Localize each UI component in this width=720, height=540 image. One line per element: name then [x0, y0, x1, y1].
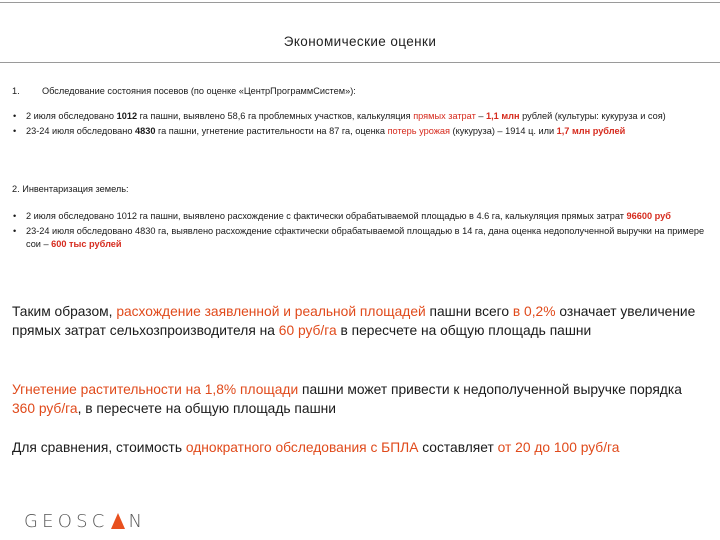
text-run: 360 руб/га	[12, 401, 78, 416]
text-run: 2 июля обследовано 1012 га пашни, выявлено расхождение с фактически обрабатываемой площадью в 4.6 га, калькуляция прямых затрат	[26, 211, 627, 221]
text-run: га пашни, угнетение растительности на 87 га, оценка	[155, 125, 388, 136]
text-run: га пашни, выявлено 58,6 га проблемных участков, калькуляция	[137, 111, 414, 121]
text-run: 23-24 июля обследовано	[26, 125, 135, 136]
text-run: пашни может привести к недополученной выручке порядка	[298, 382, 682, 397]
text-run: составляет	[418, 440, 498, 455]
text-run: от 20 до 100 руб/га	[497, 440, 620, 455]
top-rule	[0, 2, 720, 3]
conclusion-paragraph	[12, 380, 702, 418]
geoscan-logo	[24, 510, 146, 532]
conclusion-paragraph	[12, 302, 702, 340]
bullet-text	[26, 111, 666, 121]
text-run: , в пересчете на общую площадь пашни	[77, 401, 336, 416]
text-run: 600 тыс рублей	[51, 239, 122, 249]
text-run: 4830	[134, 125, 156, 136]
section1-bullets	[12, 110, 707, 139]
text-run: рублей (культуры: кукуруза и соя)	[519, 111, 666, 121]
text-run: 60 руб/га	[278, 323, 337, 338]
text-run: 1,7 млн рублей	[556, 125, 626, 136]
section1-number: 1.	[12, 86, 20, 96]
conclusion-paragraph	[12, 438, 702, 457]
section2-heading: 2. Инвентаризация земель:	[12, 184, 129, 194]
text-run: 1,1 млн	[486, 111, 520, 121]
bullet-icon: •	[13, 125, 17, 136]
text-run: потерь урожая	[387, 125, 450, 136]
bullet-text	[26, 226, 704, 250]
text-run: однократного обследования с БПЛА	[185, 440, 419, 455]
text-run: 1012	[116, 111, 138, 121]
page-title: Экономические оценки	[283, 34, 437, 49]
text-run: Для сравнения, стоимость	[12, 440, 186, 455]
bullet-text	[26, 126, 625, 136]
list-item	[12, 225, 707, 252]
title-divider	[0, 62, 720, 63]
section2-bullets	[12, 210, 707, 253]
text-run: в 0,2%	[512, 304, 556, 319]
bullet-icon: •	[13, 111, 17, 121]
text-run: Таким образом,	[12, 304, 117, 319]
text-run: пашни всего	[425, 304, 513, 319]
text-run: прямых затрат	[413, 111, 476, 121]
section1-heading-text: Обследование состояния посевов (по оценке «ЦентрПрограммСистем»):	[42, 86, 356, 96]
list-item	[12, 110, 707, 124]
text-run: 2 июля обследовано	[26, 111, 117, 121]
text-run: расхождение заявленной и реальной площадей	[116, 304, 426, 319]
logo-triangle-icon	[110, 512, 126, 530]
text-run: 96600 руб	[626, 211, 671, 221]
text-run: 23-24 июля обследовано 4830 га, выявлено расхождение сфактически обрабатываемой площадью в 14 га, дана оценка недополученной выручки на примере сои –	[26, 225, 705, 249]
text-run: –	[475, 111, 486, 121]
bullet-icon: •	[13, 225, 17, 236]
bullet-icon: •	[13, 211, 17, 221]
logo-letters-2: N	[128, 510, 147, 532]
bullet-text	[26, 211, 671, 221]
logo-letters-1: GEOSC	[24, 510, 109, 532]
text-run: (кукуруза) – 1914 ц. или	[449, 125, 557, 136]
list-item	[12, 210, 707, 224]
text-run: означает увеличение прямых затрат сельхозпроизводителя на	[12, 304, 696, 338]
text-run: Угнетение растительности на 1,8% площади	[12, 382, 299, 397]
list-item	[12, 125, 707, 139]
text-run: в пересчете на общую площадь пашни	[336, 323, 592, 338]
